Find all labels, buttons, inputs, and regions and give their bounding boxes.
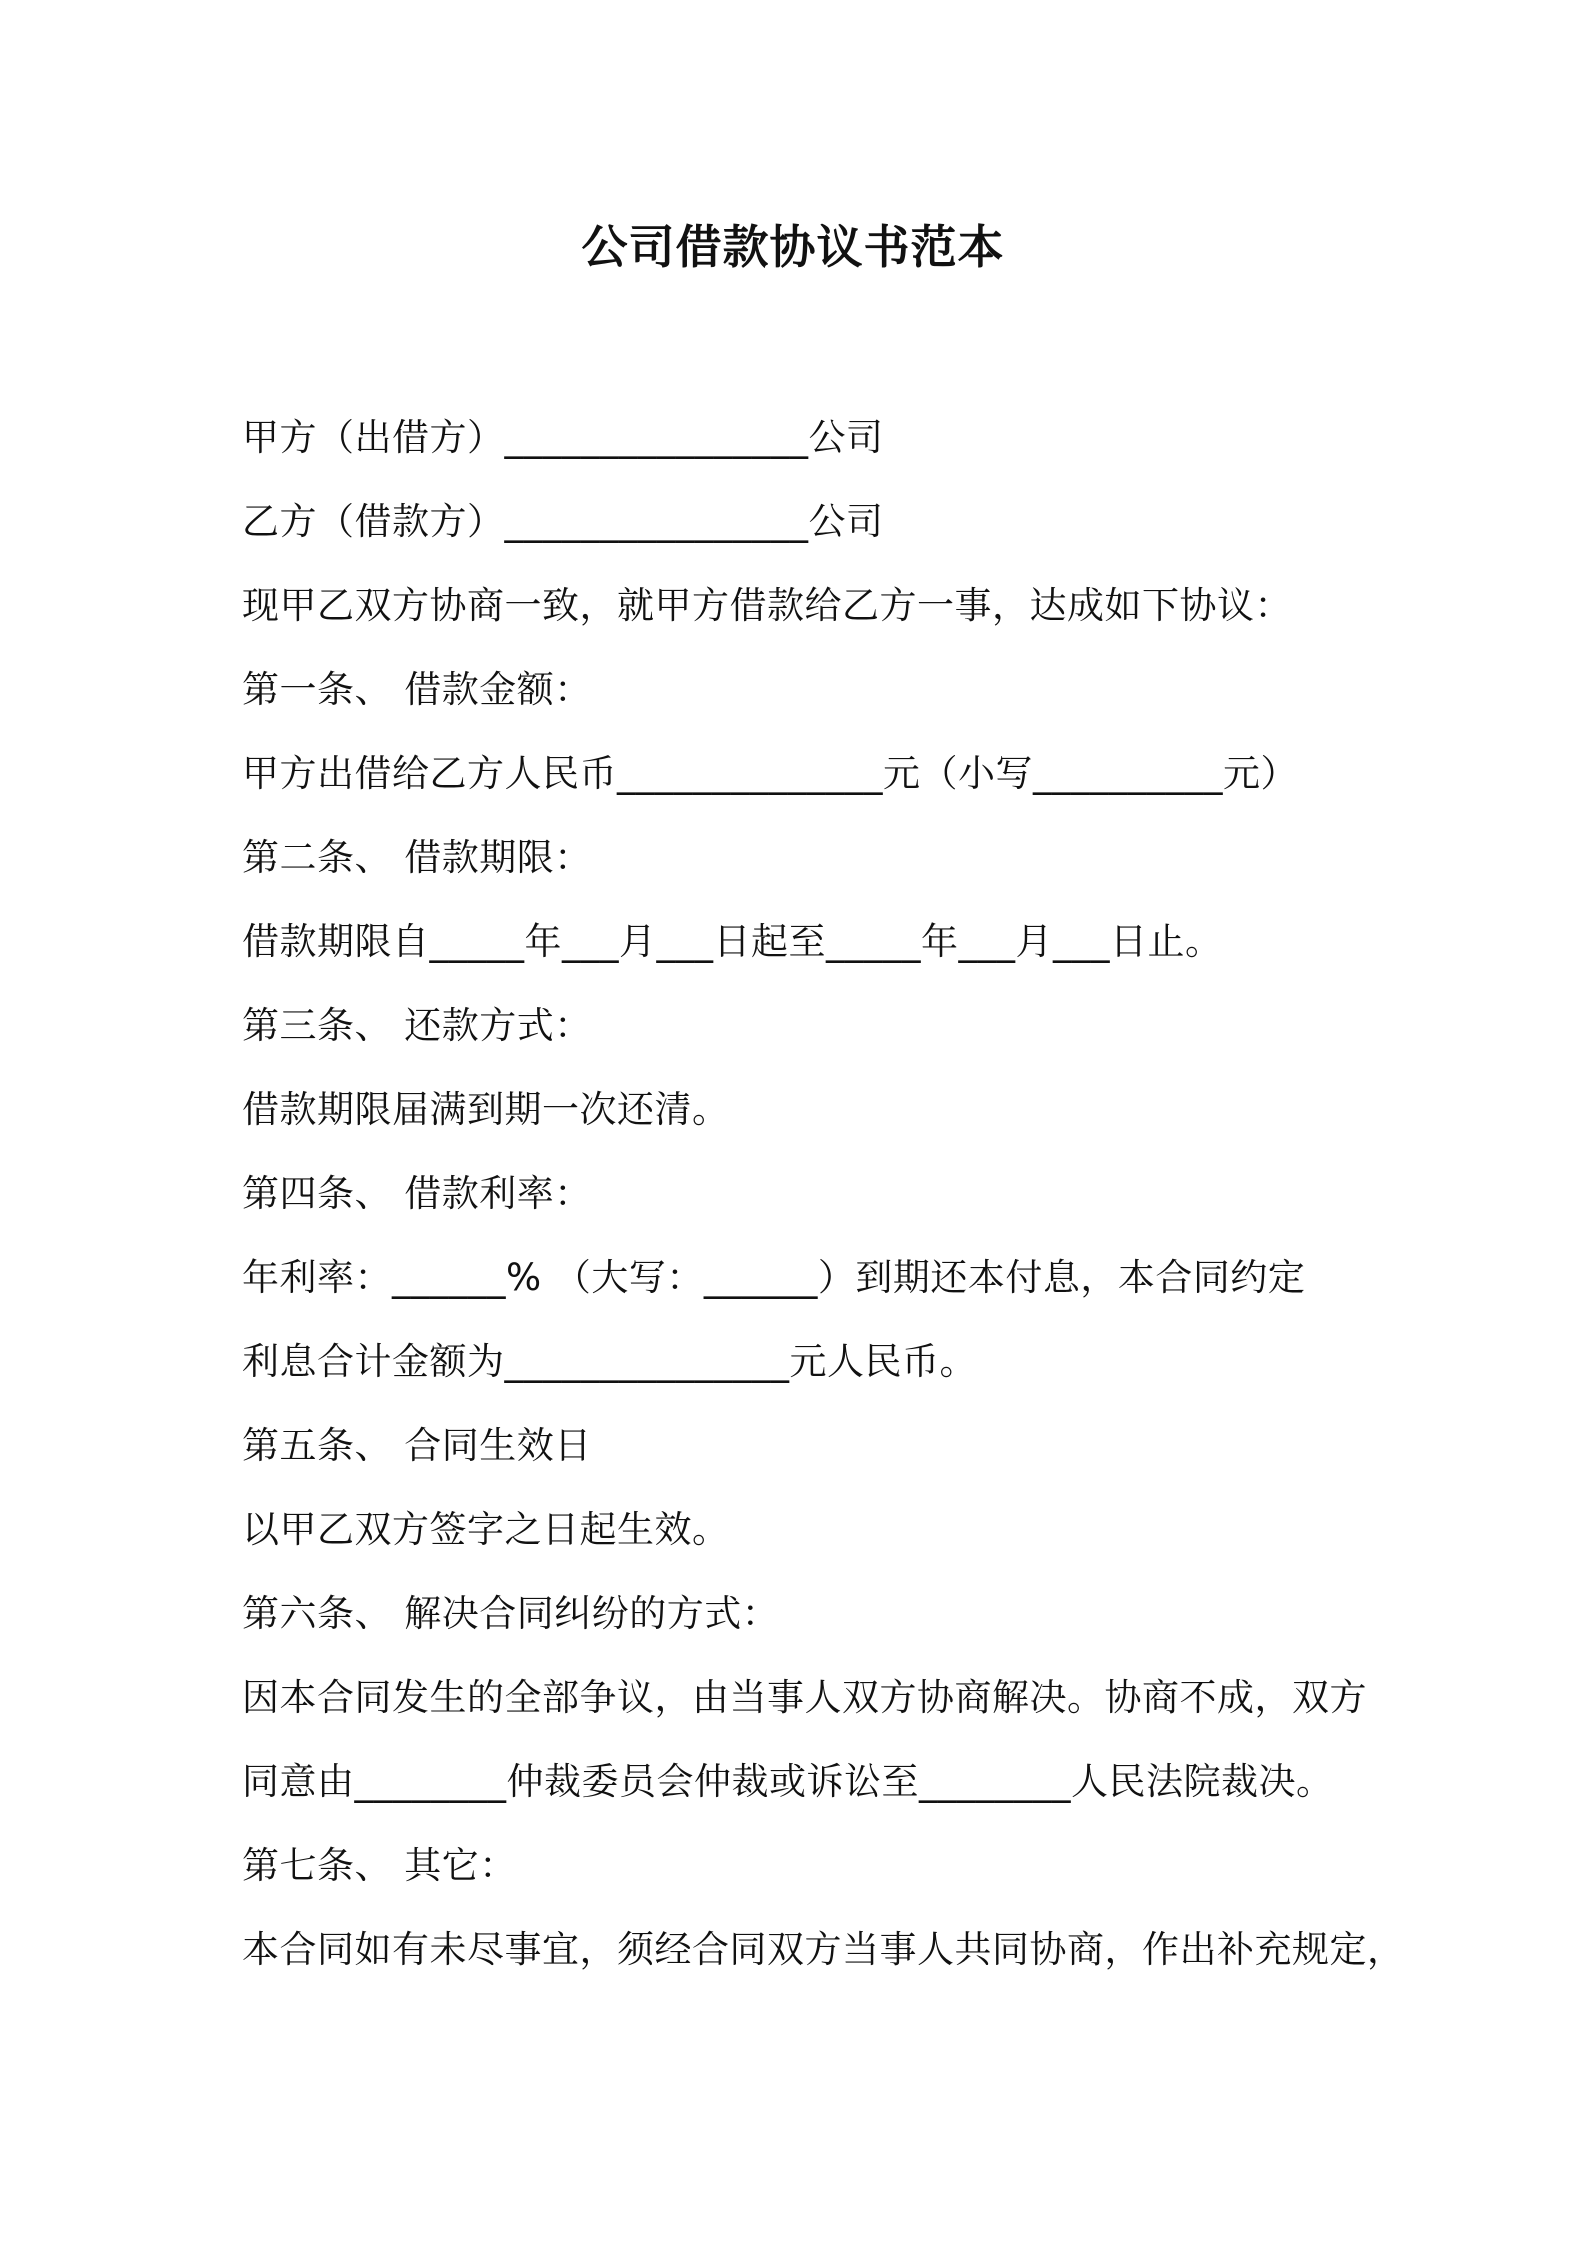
party-a-line: 甲方（出借方）________________公司 [242,416,884,459]
article-1-text: 甲方出借给乙方人民币______________元（小写__________元） [242,752,1298,795]
article-6-text-2: 同意由________仲裁委员会仲裁或诉讼至________人民法院裁决。 [242,1760,1334,1803]
article-5-heading: 第五条、 合同生效日 [242,1424,592,1467]
party-b-line: 乙方（借款方）________________公司 [242,500,884,543]
article-6-heading: 第六条、 解决合同纠纷的方式： [242,1592,780,1635]
intro-line: 现甲乙双方协商一致，就甲方借款给乙方一事，达成如下协议： [242,584,1292,627]
article-6-text-1: 因本合同发生的全部争议，由当事人双方协商解决。协商不成，双方 [242,1676,1367,1719]
article-7-heading: 第七条、 其它： [242,1844,517,1887]
article-1-heading: 第一条、 借款金额： [242,668,592,711]
article-4-text-1: 年利率：______% （大写：______）到期还本付息，本合同约定 [242,1256,1306,1299]
article-3-text: 借款期限届满到期一次还清。 [242,1088,730,1131]
article-4-heading: 第四条、 借款利率： [242,1172,592,1215]
article-4-text-2: 利息合计金额为_______________元人民币。 [242,1340,977,1383]
article-2-heading: 第二条、 借款期限： [242,836,592,879]
document-title: 公司借款协议书范本 [581,220,1005,274]
article-2-text: 借款期限自_____年___月___日起至_____年___月___日止。 [242,920,1223,963]
article-3-heading: 第三条、 还款方式： [242,1004,592,1047]
article-7-text: 本合同如有未尽事宜，须经合同双方当事人共同协商，作出补充规定， [242,1928,1405,1971]
article-5-text: 以甲乙双方签字之日起生效。 [242,1508,730,1551]
